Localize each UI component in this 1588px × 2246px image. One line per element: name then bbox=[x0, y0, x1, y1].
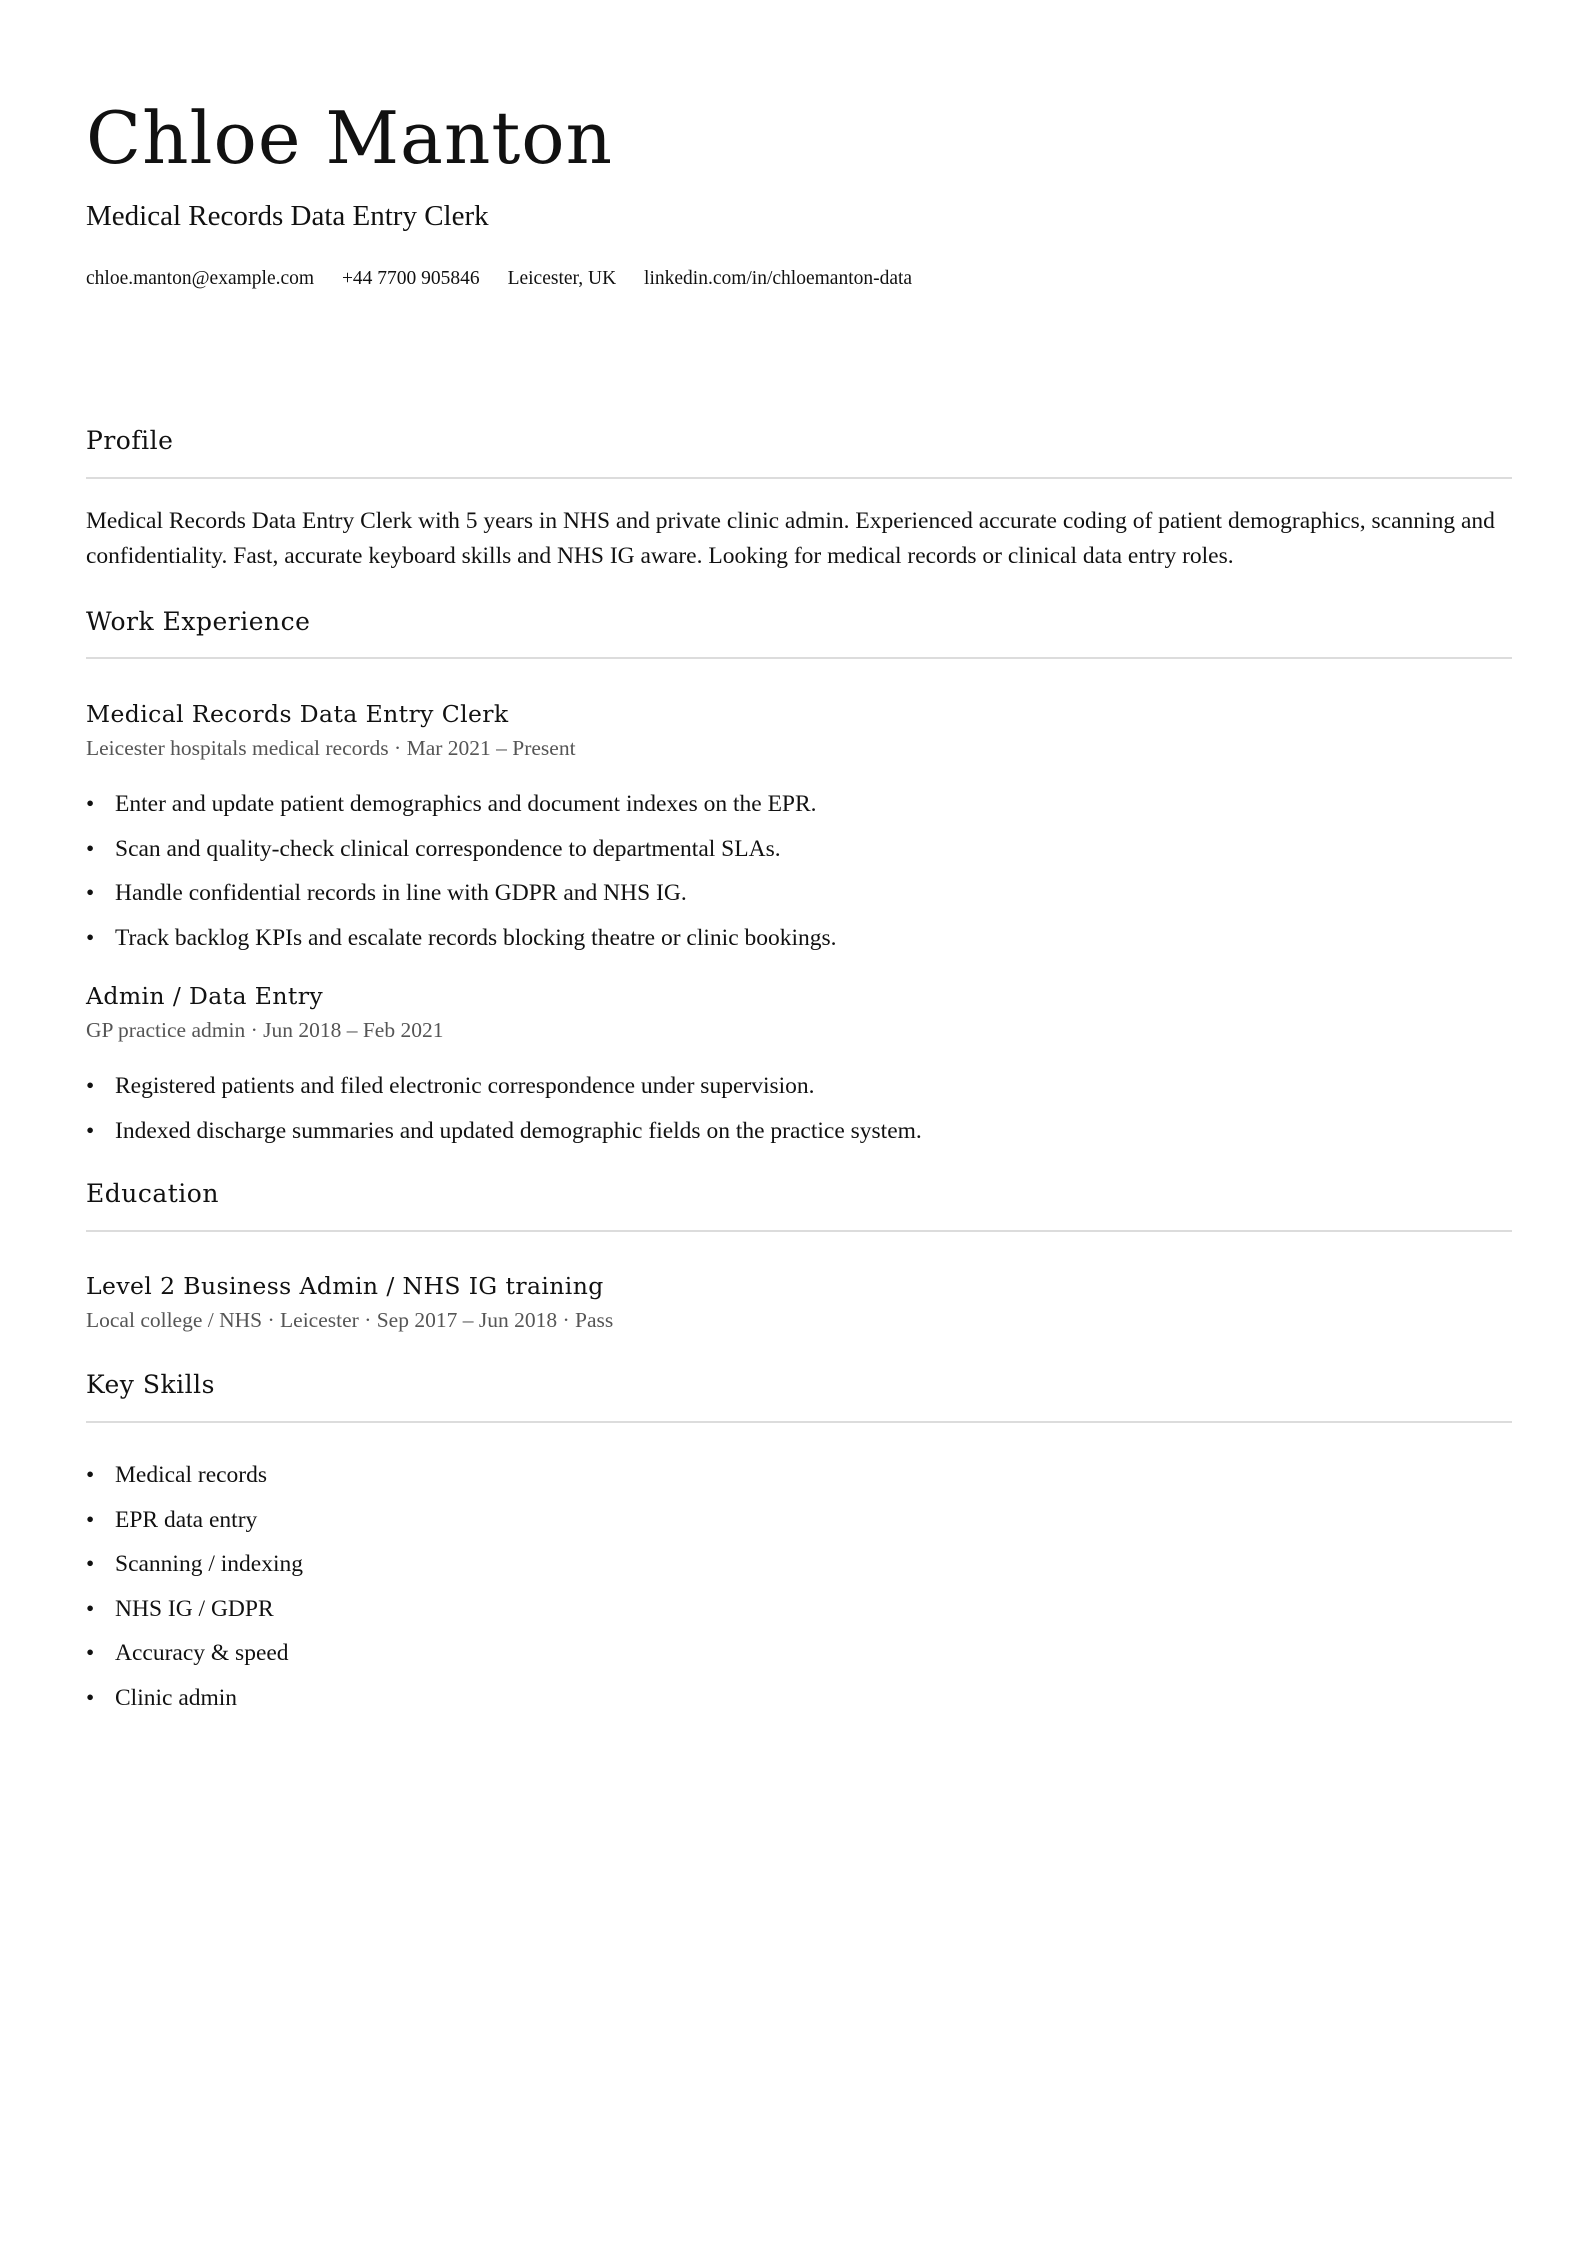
section-divider bbox=[86, 1230, 1512, 1232]
bullet-icon: • bbox=[86, 1640, 95, 1666]
job-title: Admin / Data Entry bbox=[86, 982, 324, 1010]
bullet-icon: • bbox=[86, 880, 95, 906]
list-item bbox=[86, 916, 837, 961]
section-title-profile: Profile bbox=[86, 426, 174, 455]
list-item bbox=[86, 782, 837, 827]
candidate-name: Chloe Manton bbox=[86, 96, 614, 180]
list-item bbox=[86, 1109, 922, 1154]
profile-summary: Medical Records Data Entry Clerk with 5 years in NHS and private clinic admin. Experienced accurate coding of patient demographics, scanning and confidentiality. Fast, accurate keyboard skills and NHS IG aware. Looking for medical records or clinical data entry roles. bbox=[86, 508, 1495, 569]
skill-text: EPR data entry bbox=[115, 1506, 258, 1533]
contact-line bbox=[86, 265, 935, 293]
contact-email: chloe.manton@example.com bbox=[86, 268, 315, 289]
bullet-icon: • bbox=[86, 1117, 95, 1144]
bullet-text: Indexed discharge summaries and updated demographic fields on the practice system. bbox=[115, 1117, 922, 1144]
bullet-icon: • bbox=[86, 1073, 95, 1099]
job-meta: GP practice admin · Jun 2018 – Feb 2021 bbox=[86, 1018, 444, 1042]
contact-location: Leicester, UK bbox=[507, 268, 617, 289]
bullet-text: Registered patients and filed electronic correspondence under supervision. bbox=[115, 1073, 815, 1099]
skill-text: Scanning / indexing bbox=[115, 1551, 303, 1577]
candidate-role: Medical Records Data Entry Clerk bbox=[86, 200, 489, 232]
list-item bbox=[86, 1498, 303, 1543]
bullet-icon: • bbox=[86, 1595, 95, 1622]
job-meta: Leicester hospitals medical records · Mar 2021 – Present bbox=[86, 736, 576, 760]
list-item bbox=[86, 1453, 303, 1498]
section-divider bbox=[86, 477, 1512, 479]
list-item bbox=[86, 827, 837, 872]
bullet-text: Scan and quality-check clinical correspondence to departmental SLAs. bbox=[115, 835, 781, 862]
section-title-education: Education bbox=[86, 1179, 219, 1208]
skill-text: NHS IG / GDPR bbox=[115, 1595, 274, 1622]
list-item bbox=[86, 871, 837, 916]
section-divider bbox=[86, 1421, 1512, 1423]
bullet-icon: • bbox=[86, 1506, 95, 1533]
list-item bbox=[86, 1676, 303, 1721]
skills-list bbox=[86, 1453, 303, 1720]
skill-text: Clinic admin bbox=[115, 1684, 238, 1711]
education-title: Level 2 Business Admin / NHS IG training bbox=[86, 1272, 604, 1300]
job-bullet-list bbox=[86, 1064, 922, 1153]
list-item bbox=[86, 1587, 303, 1632]
bullet-text: Enter and update patient demographics and document indexes on the EPR. bbox=[115, 791, 817, 817]
list-item bbox=[86, 1542, 303, 1587]
list-item bbox=[86, 1631, 303, 1676]
bullet-text: Handle confidential records in line with GDPR and NHS IG. bbox=[115, 880, 687, 906]
contact-phone: +44 7700 905846 bbox=[341, 268, 480, 289]
bullet-icon: • bbox=[86, 835, 95, 862]
list-item bbox=[86, 1064, 922, 1109]
job-title: Medical Records Data Entry Clerk bbox=[86, 700, 509, 728]
section-title-experience: Work Experience bbox=[86, 607, 311, 636]
bullet-icon: • bbox=[86, 1551, 95, 1577]
bullet-text: Track backlog KPIs and escalate records blocking theatre or clinic bookings. bbox=[115, 924, 837, 951]
skill-text: Accuracy & speed bbox=[115, 1640, 289, 1666]
section-divider bbox=[86, 657, 1512, 659]
bullet-icon: • bbox=[86, 1462, 95, 1488]
bullet-icon: • bbox=[86, 1684, 95, 1711]
job-bullet-list bbox=[86, 782, 837, 960]
contact-linkedin: linkedin.com/in/chloemanton-data bbox=[644, 268, 913, 289]
skill-text: Medical records bbox=[115, 1462, 268, 1488]
bullet-icon: • bbox=[86, 791, 95, 817]
section-title-skills: Key Skills bbox=[86, 1370, 215, 1399]
education-meta: Local college / NHS · Leicester · Sep 2017 – Jun 2018 · Pass bbox=[86, 1308, 614, 1332]
bullet-icon: • bbox=[86, 924, 95, 951]
